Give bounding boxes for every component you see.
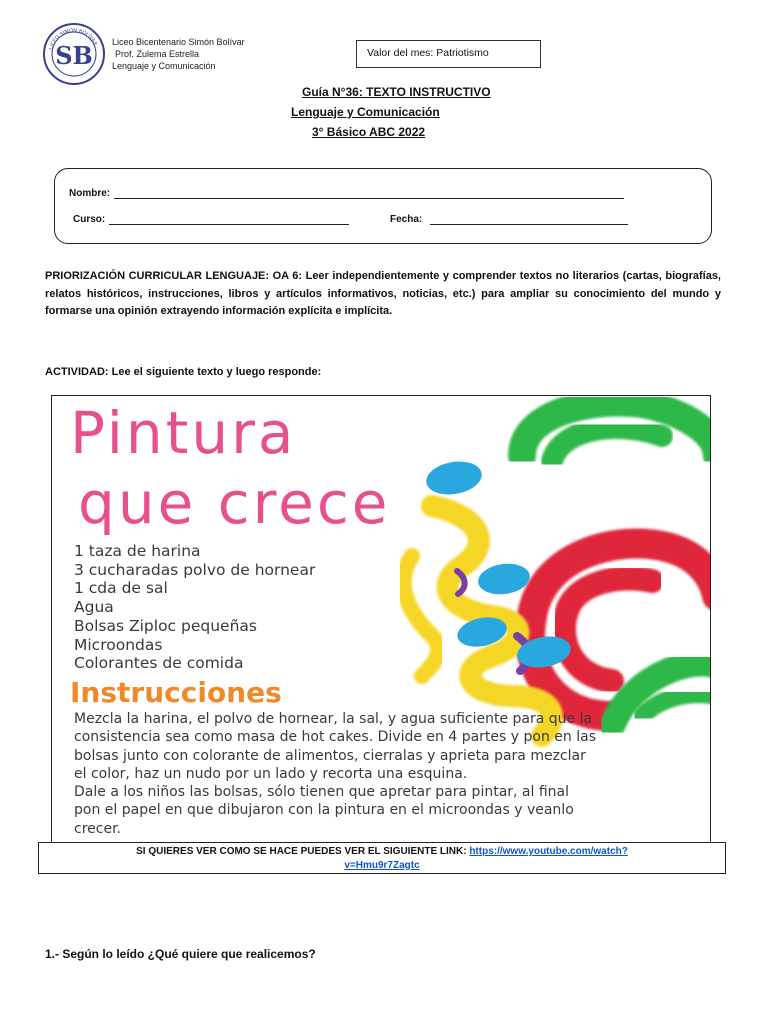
question-1: 1.- Según lo leído ¿Qué quiere que realicemos? [45,947,316,961]
youtube-link-part2[interactable]: v=Hmu9r7Zagtc [344,860,420,871]
school-info [112,36,245,72]
curso-label: Curso: [73,214,106,225]
curso-field[interactable] [73,214,349,225]
link-prefix: SI QUIERES VER COMO SE HACE PUEDES VER EL SIGUIENTE LINK: [136,846,470,857]
school-logo [42,22,106,86]
guide-subject: Lenguaje y Comunicación [291,105,440,119]
ingredient-item: 1 taza de harina [74,542,201,560]
ingredient-item: Agua [74,598,114,617]
guide-title: Guía N°36: TEXTO INSTRUCTIVO [302,85,491,99]
recipe-title-line1: Pintura [70,399,297,467]
guide-grade: 3° Básico ABC 2022 [312,125,426,139]
nombre-field[interactable] [69,188,624,199]
ingredient-item: Microondas [74,635,163,654]
recipe-image [51,395,711,843]
fecha-field[interactable] [390,214,628,225]
nombre-line[interactable] [114,189,624,199]
fecha-line[interactable] [430,215,628,225]
ingredient-item: Bolsas Ziploc pequeñas [74,616,257,635]
youtube-link-part1[interactable]: https://www.youtube.com/watch? [469,846,628,857]
fecha-label: Fecha: [390,214,423,225]
logo-text: LICEO SIMÓN BOLÍVAR [48,27,99,51]
ingredient-item: Colorantes de comida [74,654,244,673]
instructions-heading: Instrucciones [70,676,282,709]
nombre-label: Nombre: [69,188,111,199]
student-info-box [54,168,712,244]
curso-line[interactable] [109,215,349,225]
school-name: Liceo Bicentenario Simón Bolívar [112,37,245,47]
ingredient-item: 1 cda de sal [74,579,168,598]
teacher-name: Prof. Zulema Estrella [115,49,200,59]
logo-monogram: SB [55,41,93,70]
curricular-objective: PRIORIZACIÓN CURRICULAR LENGUAJE: OA 6: Leer independientemente y comprender textos no literarios (cartas, biografías, relatos históricos, instrucciones, libros y artículos informativos, noticias, etc.) para ampliar su conocimiento del mundo y formarse una opinión extrayendo información explícita e implícita. [45,270,721,317]
subject-name: Lenguaje y Comunicación [112,61,216,71]
ingredients-list [74,542,315,673]
ingredient-item: 3 cucharadas polvo de hornear [74,560,316,579]
video-link-box [38,842,726,874]
recipe-title-line2: que crece [78,469,391,537]
instructions-text: Mezcla la harina, el polvo de hornear, la sal, y agua suficiente para que la consistencia sea como masa de hot cakes. Divide en 4 partes y pon en las bolsas junto con colorante de alimentos, cierralas y aprieta para mezclar el color, haz un nudo por un lado y recorta una esquina. Dale a los niños las bolsas, sólo tienen que apretar para pintar, al final pon el papel en que dibujaron con la pintura en el microondas y veanlo crecer. [74,711,596,837]
activity-instruction: ACTIVIDAD: Lee el siguiente texto y luego responde: [45,366,322,378]
valor-del-mes-box: Valor del mes: Patriotismo [356,40,541,68]
